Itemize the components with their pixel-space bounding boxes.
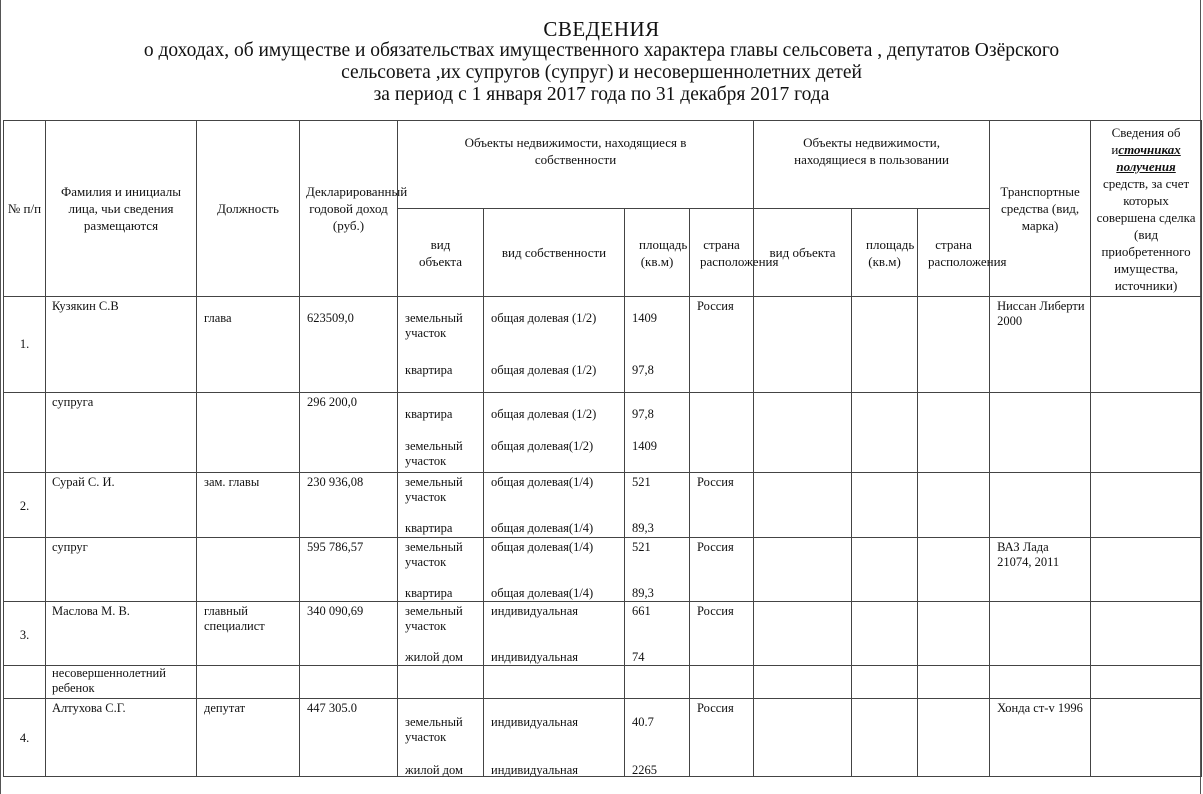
person-position-cell: [197, 393, 300, 473]
person-name: несовершеннолетний ребенок: [52, 666, 166, 695]
vehicles-cell: [990, 538, 1091, 602]
row-number: 1.: [19, 337, 30, 351]
person-name-cell: [46, 297, 197, 393]
ownership-type-1: индивидуальная: [491, 715, 579, 729]
funding-sources-cell: [1091, 393, 1202, 473]
person-name-cell: [46, 393, 197, 473]
used-object-type-cell: [754, 666, 852, 699]
owned-area-cell: [625, 473, 690, 538]
owned-country: Россия: [697, 540, 734, 554]
owned-area-2: 89,3: [632, 586, 654, 600]
owned-area-1: 661: [632, 604, 651, 618]
header-ownership-type: вид собственности: [484, 209, 625, 297]
declared-income: 296 200,0: [307, 395, 357, 409]
owned-area-2: 89,3: [632, 521, 654, 535]
declared-income: 230 936,08: [307, 475, 364, 489]
declared-income: 595 786,57: [307, 540, 364, 554]
ownership-type-2: общая долевая(1/4): [491, 521, 594, 535]
ownership-type-2: общая долевая(1/4): [491, 586, 594, 600]
used-object-type-cell: [754, 602, 852, 666]
owned-area-cell: [625, 393, 690, 473]
used-area-cell: [852, 666, 918, 699]
used-object-type-cell: [754, 538, 852, 602]
owned-object-type-2: квартира: [405, 586, 453, 600]
owned-area-cell: [625, 666, 690, 699]
header-vehicles: Транспортные средства (вид, марка): [990, 121, 1091, 297]
row-number-cell: [4, 666, 46, 699]
funding-sources-cell: [1091, 473, 1202, 538]
ownership-type-2: индивидуальная: [491, 763, 579, 777]
person-name: супруга: [52, 395, 94, 409]
header-income: Декларированный годовой доход (руб.): [300, 121, 398, 297]
row-number-cell: [4, 393, 46, 473]
used-country-cell: [918, 666, 990, 699]
funding-sources-cell: [1091, 666, 1202, 699]
used-country-cell: [918, 297, 990, 393]
person-name-cell: [46, 666, 197, 699]
ownership-type-1: индивидуальная: [491, 604, 579, 618]
owned-country: Россия: [697, 299, 734, 313]
header-country: страна расположения: [690, 209, 754, 297]
owned-area-cell: [625, 297, 690, 393]
used-country-cell: [918, 473, 990, 538]
ownership-type-cell: [484, 602, 625, 666]
person-position-cell: [197, 297, 300, 393]
used-object-type-cell: [754, 297, 852, 393]
owned-area-2: 97,8: [632, 363, 654, 377]
declared-income: 623509,0: [307, 311, 354, 325]
header-num: № п/п: [4, 121, 46, 297]
person-name: супруг: [52, 540, 88, 554]
owned-country-cell: [690, 602, 754, 666]
vehicles-cell: [990, 393, 1091, 473]
row-number-cell: [4, 538, 46, 602]
person-position: зам. главы: [204, 475, 260, 489]
table-row: [4, 393, 1202, 473]
document-heading: [0, 18, 1203, 106]
header-sources: Сведения об источниках получения средств, за счет которых совершена сделка (вид приобретенного имущества, источники): [1091, 121, 1202, 297]
owned-country-cell: [690, 538, 754, 602]
ownership-type-2: индивидуальная: [491, 650, 579, 664]
vehicles-cell: [990, 602, 1091, 666]
owned-object-type-1: земельный участок: [405, 715, 463, 744]
ownership-type-2: общая долевая (1/2): [491, 363, 597, 377]
owned-object-type-1: земельный участок: [405, 540, 463, 569]
used-area-cell: [852, 473, 918, 538]
person-position-cell: [197, 602, 300, 666]
ownership-type-cell: [484, 393, 625, 473]
table-row: [4, 538, 1202, 602]
table-row: [4, 297, 1202, 393]
ownership-type-cell: [484, 666, 625, 699]
row-number: 3.: [19, 628, 30, 642]
vehicles-cell: [990, 699, 1091, 777]
doc-period: за период с 1 января 2017 года по 31 декабря 2017 года: [373, 84, 830, 105]
owned-object-type-2: квартира: [405, 521, 453, 535]
owned-country-cell: [690, 473, 754, 538]
owned-object-type-cell: [398, 602, 484, 666]
declared-income-cell: [300, 297, 398, 393]
owned-object-type-2: жилой дом: [405, 763, 463, 777]
owned-object-type-2: земельный участок: [405, 439, 463, 468]
ownership-type-1: общая долевая (1/2): [491, 407, 597, 421]
row-number-cell: [4, 297, 46, 393]
ownership-type-1: общая долевая(1/4): [491, 540, 594, 554]
owned-country-cell: [690, 393, 754, 473]
person-position: глава: [204, 311, 232, 325]
owned-object-type-cell: [398, 666, 484, 699]
row-number: 2.: [19, 499, 30, 513]
row-number-cell: [4, 699, 46, 777]
header-object-type: вид объекта: [398, 209, 484, 297]
header-used-country: страна расположения: [918, 209, 990, 297]
owned-area-cell: [625, 538, 690, 602]
person-name: Алтухова С.Г.: [52, 701, 126, 715]
person-position-cell: [197, 538, 300, 602]
person-position-cell: [197, 666, 300, 699]
ownership-type-1: общая долевая (1/2): [491, 311, 597, 325]
doc-subtitle-2: сельсовета ,их супругов (супруг) и несовершеннолетних детей: [341, 62, 862, 83]
used-object-type-cell: [754, 699, 852, 777]
declared-income-cell: [300, 666, 398, 699]
vehicles: Ниссан Либерти 2000: [997, 299, 1085, 328]
owned-area-2: 1409: [632, 439, 657, 453]
owned-area-1: 40.7: [632, 715, 654, 729]
used-country-cell: [918, 699, 990, 777]
person-position-cell: [197, 473, 300, 538]
owned-object-type-2: жилой дом: [405, 650, 463, 664]
row-number-cell: [4, 602, 46, 666]
owned-object-type-cell: [398, 699, 484, 777]
header-used-area: площадь (кв.м): [852, 209, 918, 297]
funding-sources-cell: [1091, 297, 1202, 393]
used-area-cell: [852, 538, 918, 602]
owned-area-2: 74: [632, 650, 645, 664]
declared-income-cell: [300, 602, 398, 666]
owned-object-type-cell: [398, 473, 484, 538]
owned-object-type-1: квартира: [405, 407, 453, 421]
vehicles-cell: [990, 297, 1091, 393]
header-name: Фамилия и инициалы лица, чьи сведения размещаются: [46, 121, 197, 297]
header-used-property: Объекты недвижимости, находящиеся в пользовании: [754, 121, 990, 209]
owned-object-type-2: квартира: [405, 363, 453, 377]
owned-area-cell: [625, 699, 690, 777]
owned-country: Россия: [697, 701, 734, 715]
owned-object-type-cell: [398, 297, 484, 393]
owned-area-1: 1409: [632, 311, 657, 325]
declared-income: 447 305.0: [307, 701, 357, 715]
owned-country: Россия: [697, 604, 734, 618]
funding-sources-cell: [1091, 602, 1202, 666]
ownership-type-cell: [484, 538, 625, 602]
ownership-type-cell: [484, 699, 625, 777]
funding-sources-cell: [1091, 699, 1202, 777]
vehicles: Хонда ст-v 1996: [997, 701, 1083, 715]
header-area: площадь (кв.м): [625, 209, 690, 297]
owned-object-type-1: земельный участок: [405, 604, 463, 633]
person-name-cell: [46, 473, 197, 538]
owned-country-cell: [690, 666, 754, 699]
used-area-cell: [852, 393, 918, 473]
owned-object-type-cell: [398, 393, 484, 473]
person-position-cell: [197, 699, 300, 777]
header-used-object-type: вид объекта: [754, 209, 852, 297]
table-row: [4, 699, 1202, 777]
row-number-cell: [4, 473, 46, 538]
used-object-type-cell: [754, 473, 852, 538]
owned-area-2: 2265: [632, 763, 657, 777]
person-name: Маслова М. В.: [52, 604, 130, 618]
vehicles-cell: [990, 666, 1091, 699]
table-row: [4, 602, 1202, 666]
funding-sources-cell: [1091, 538, 1202, 602]
ownership-type-1: общая долевая(1/4): [491, 475, 594, 489]
declaration-table: [3, 120, 1202, 777]
owned-area-cell: [625, 602, 690, 666]
declared-income-cell: [300, 699, 398, 777]
declared-income: 340 090,69: [307, 604, 364, 618]
owned-object-type-1: земельный участок: [405, 311, 463, 340]
owned-country-cell: [690, 699, 754, 777]
used-area-cell: [852, 602, 918, 666]
used-country-cell: [918, 393, 990, 473]
doc-subtitle-1: о доходах, об имуществе и обязательствах имущественного характера главы сельсовета , депутатов Озёрского: [143, 40, 1060, 61]
ownership-type-cell: [484, 297, 625, 393]
person-position: депутат: [204, 701, 246, 715]
ownership-type-2: общая долевая(1/2): [491, 439, 594, 453]
vehicles-cell: [990, 473, 1091, 538]
header-position: Должность: [197, 121, 300, 297]
declared-income-cell: [300, 538, 398, 602]
doc-title: СВЕДЕНИЯ: [543, 17, 660, 41]
used-country-cell: [918, 538, 990, 602]
ownership-type-cell: [484, 473, 625, 538]
used-area-cell: [852, 699, 918, 777]
header-owned-property: Объекты недвижимости, находящиеся в собственности: [398, 121, 754, 209]
table-row: [4, 666, 1202, 699]
row-number: 4.: [19, 731, 30, 745]
table-row: [4, 473, 1202, 538]
person-name-cell: [46, 538, 197, 602]
used-country-cell: [918, 602, 990, 666]
person-name-cell: [46, 699, 197, 777]
person-position: главный специалист: [204, 604, 265, 633]
person-name-cell: [46, 602, 197, 666]
owned-area-1: 97,8: [632, 407, 654, 421]
declared-income-cell: [300, 393, 398, 473]
used-area-cell: [852, 297, 918, 393]
owned-country: Россия: [697, 475, 734, 489]
owned-object-type-cell: [398, 538, 484, 602]
owned-object-type-1: земельный участок: [405, 475, 463, 504]
owned-country-cell: [690, 297, 754, 393]
owned-area-1: 521: [632, 475, 651, 489]
declared-income-cell: [300, 473, 398, 538]
vehicles: ВАЗ Лада 21074, 2011: [997, 540, 1060, 569]
person-name: Кузякин С.В: [52, 299, 119, 313]
owned-area-1: 521: [632, 540, 651, 554]
person-name: Сурай С. И.: [52, 475, 115, 489]
used-object-type-cell: [754, 393, 852, 473]
